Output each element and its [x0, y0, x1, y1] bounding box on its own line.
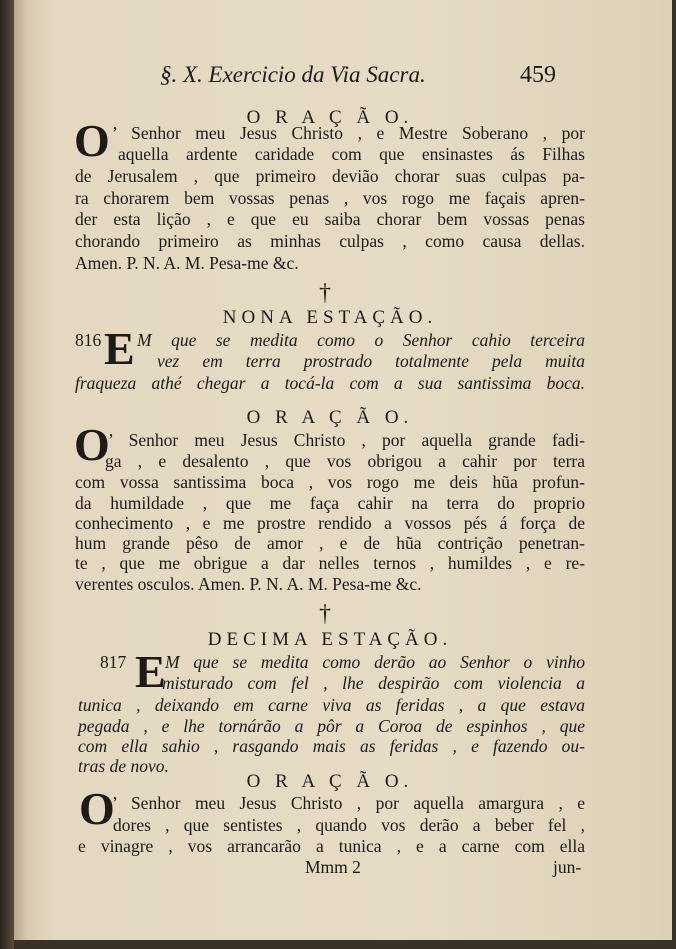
- text-line: ga , e desalento , que vos obrigou a cahir por terra: [105, 451, 585, 471]
- drop-cap: O: [79, 783, 115, 834]
- text-line: chorando primeiro as minhas culpas , como causa dellas.: [75, 231, 585, 251]
- oracao-heading: O R A Ç Ã O.: [246, 107, 414, 128]
- oracao-heading: O R A Ç Ã O.: [246, 407, 414, 428]
- text-line: te , que me obrigue a dar nelles ternos , humildes , e re-: [75, 553, 585, 573]
- cross-icon: †: [319, 280, 331, 306]
- oracao-heading: O R A Ç Ã O.: [246, 771, 414, 792]
- text-line: der esta lição , e que eu saiba chorar bem vossas penas: [75, 209, 585, 229]
- text-line: M que se medita como derão ao Senhor o vinho: [165, 652, 585, 672]
- text-line: tras de novo.: [78, 756, 169, 776]
- text-line: ra chorarem bem vossas penas , vos rogo me façais apren-: [75, 188, 585, 208]
- cross-icon: †: [319, 601, 331, 627]
- text-line: conhecimento , e me prostre rendido a vossos pés á força de: [75, 513, 585, 533]
- text-line: ’ Senhor meu Jesus Christo , por aquella grande fadi-: [108, 430, 585, 450]
- text-line: pegada , e lhe tornárão a pôr a Coroa de espinhos , que: [78, 716, 585, 736]
- book-gutter: [0, 0, 14, 949]
- text-line: hum grande pêso de amor , e de hũa contrição penetran-: [75, 533, 585, 553]
- text-line: ’ Senhor meu Jesus Christo , por aquella amargura , e: [112, 793, 585, 813]
- text-line: Amen. P. N. A. M. Pesa-me &c.: [75, 253, 299, 273]
- text-line: vez em terra prostrado totalmente pela muita: [157, 351, 585, 371]
- text-line: verentes osculos. Amen. P. N. A. M. Pesa-me &c.: [75, 574, 422, 594]
- drop-cap: E: [135, 646, 166, 697]
- text-line: com ella sahio , rasgando mais as feridas , e fazendo ou-: [78, 736, 585, 756]
- text-line: de Jerusalem , que primeiro devião chorar suas culpas pa-: [75, 166, 585, 186]
- text-line: misturado com fel , lhe despirão com violencia a: [162, 673, 585, 693]
- page-number: 459: [520, 62, 556, 88]
- text-line: dores , que sentistes , quando vos derão a beber fel ,: [113, 815, 585, 835]
- station-heading: NONA ESTAÇÃO.: [222, 307, 438, 328]
- drop-cap: E: [104, 323, 135, 374]
- text-line: tunica , deixando em carne viva as feridas , a que estava: [78, 695, 585, 715]
- text-line: aquella ardente caridade com que ensinastes ás Filhas: [118, 144, 585, 164]
- catchword: jun-: [553, 857, 582, 877]
- station-heading: DECIMA ESTAÇÃO.: [207, 629, 453, 650]
- text-line: e vinagre , vos arrancarão a tunica , e a carne com ella: [78, 836, 585, 856]
- drop-cap: O: [74, 419, 110, 470]
- text-line: M que se medita como o Senhor cahio terceira: [137, 330, 585, 350]
- signature-mark: Mmm 2: [305, 857, 361, 877]
- running-title: §. X. Exercicio da Via Sacra.: [160, 62, 426, 87]
- drop-cap: O: [74, 115, 110, 166]
- text-line: da humildade , que me faça cahir na terra do proprio: [75, 493, 585, 513]
- paragraph-number: 817: [100, 652, 127, 672]
- text-line: fraqueza athé chegar a tocá-la com a sua santissima boca.: [75, 373, 585, 393]
- text-line: ’ Senhor meu Jesus Christo , e Mestre Soberano , por: [112, 123, 585, 143]
- paragraph-number: 816: [75, 330, 102, 350]
- text-line: com vossa santissima boca , vos rogo me deis hũa profun-: [75, 472, 585, 492]
